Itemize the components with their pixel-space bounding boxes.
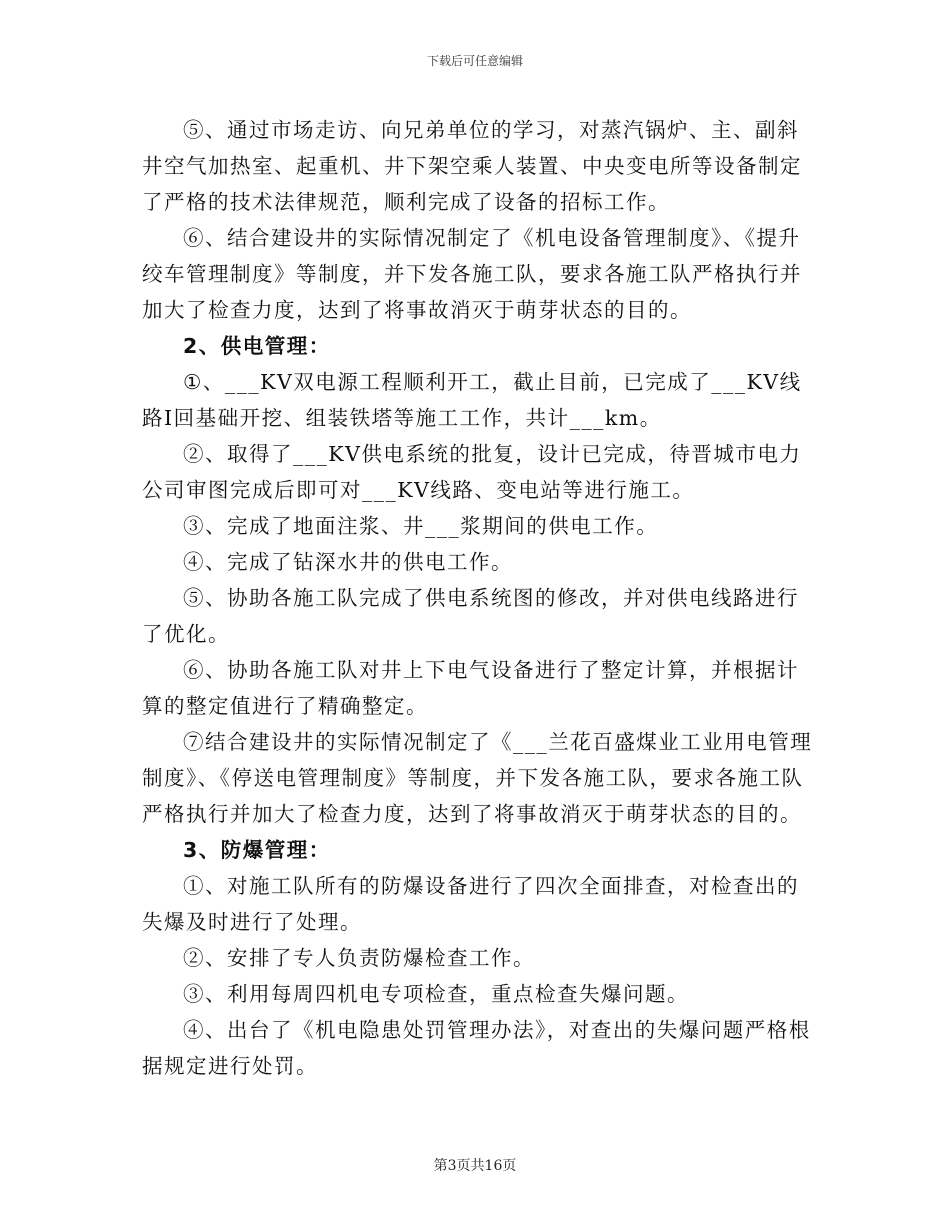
paragraph: ①、对施工队所有的防爆设备进行了四次全面排查，对检查出的失爆及时进行了处理。 <box>142 874 799 934</box>
paragraph: ②、取得了___KV供电系统的批复，设计已完成，待晋城市电力公司审图完成后即可对___KV线路、变电站等进行施工。 <box>142 442 802 502</box>
section-heading: 3、防爆管理： <box>183 838 331 862</box>
section-heading: 2、供电管理： <box>183 334 331 358</box>
page-header: 下载后可任意编辑 <box>426 54 523 68</box>
paragraph: ⑦结合建设井的实际情况制定了《___兰花百盛煤业工业用电管理制度》、《停送电管理制度》等制度，并下发各施工队，要求各施工队严格执行并加大了检查力度，达到了将事故消灭于萌芽状态的目的。 <box>142 730 813 826</box>
page-footer: 第3页共16页 <box>433 1158 517 1174</box>
paragraph: ①、___KV双电源工程顺利开工，截止目前，已完成了___KV线路I回基础开挖、组装铁塔等施工工作，共计___km。 <box>142 370 802 430</box>
paragraph: ③、利用每周四机电专项检查，重点检查失爆问题。 <box>183 982 689 1006</box>
paragraph: ②、安排了专人负责防爆检查工作。 <box>183 946 535 970</box>
paragraph: ⑥、协助各施工队对井上下电气设备进行了整定计算，并根据计算的整定值进行了精确整定。 <box>142 658 799 718</box>
paragraph: ⑤、协助各施工队完成了供电系统图的修改，并对供电线路进行了优化。 <box>142 586 799 646</box>
paragraph: ⑤、通过市场走访、向兄弟单位的学习，对蒸汽锅炉、主、副斜井空气加热室、起重机、井下架空乘人装置、中央变电所等设备制定了严格的技术法律规范，顺利完成了设备的招标工作。 <box>142 118 802 214</box>
paragraph: ④、完成了钻深水井的供电工作。 <box>183 550 513 574</box>
paragraph: ③、完成了地面注浆、井___浆期间的供电工作。 <box>183 514 659 538</box>
paragraph: ⑥、结合建设井的实际情况制定了《机电设备管理制度》、《提升绞车管理制度》等制度，并下发各施工队，要求各施工队严格执行并加大了检查力度，达到了将事故消灭于萌芽状态的目的。 <box>142 226 802 322</box>
paragraph: ④、出台了《机电隐患处罚管理办法》，对查出的失爆问题严格根据规定进行处罚。 <box>142 1018 811 1078</box>
document-body <box>142 112 814 1084</box>
